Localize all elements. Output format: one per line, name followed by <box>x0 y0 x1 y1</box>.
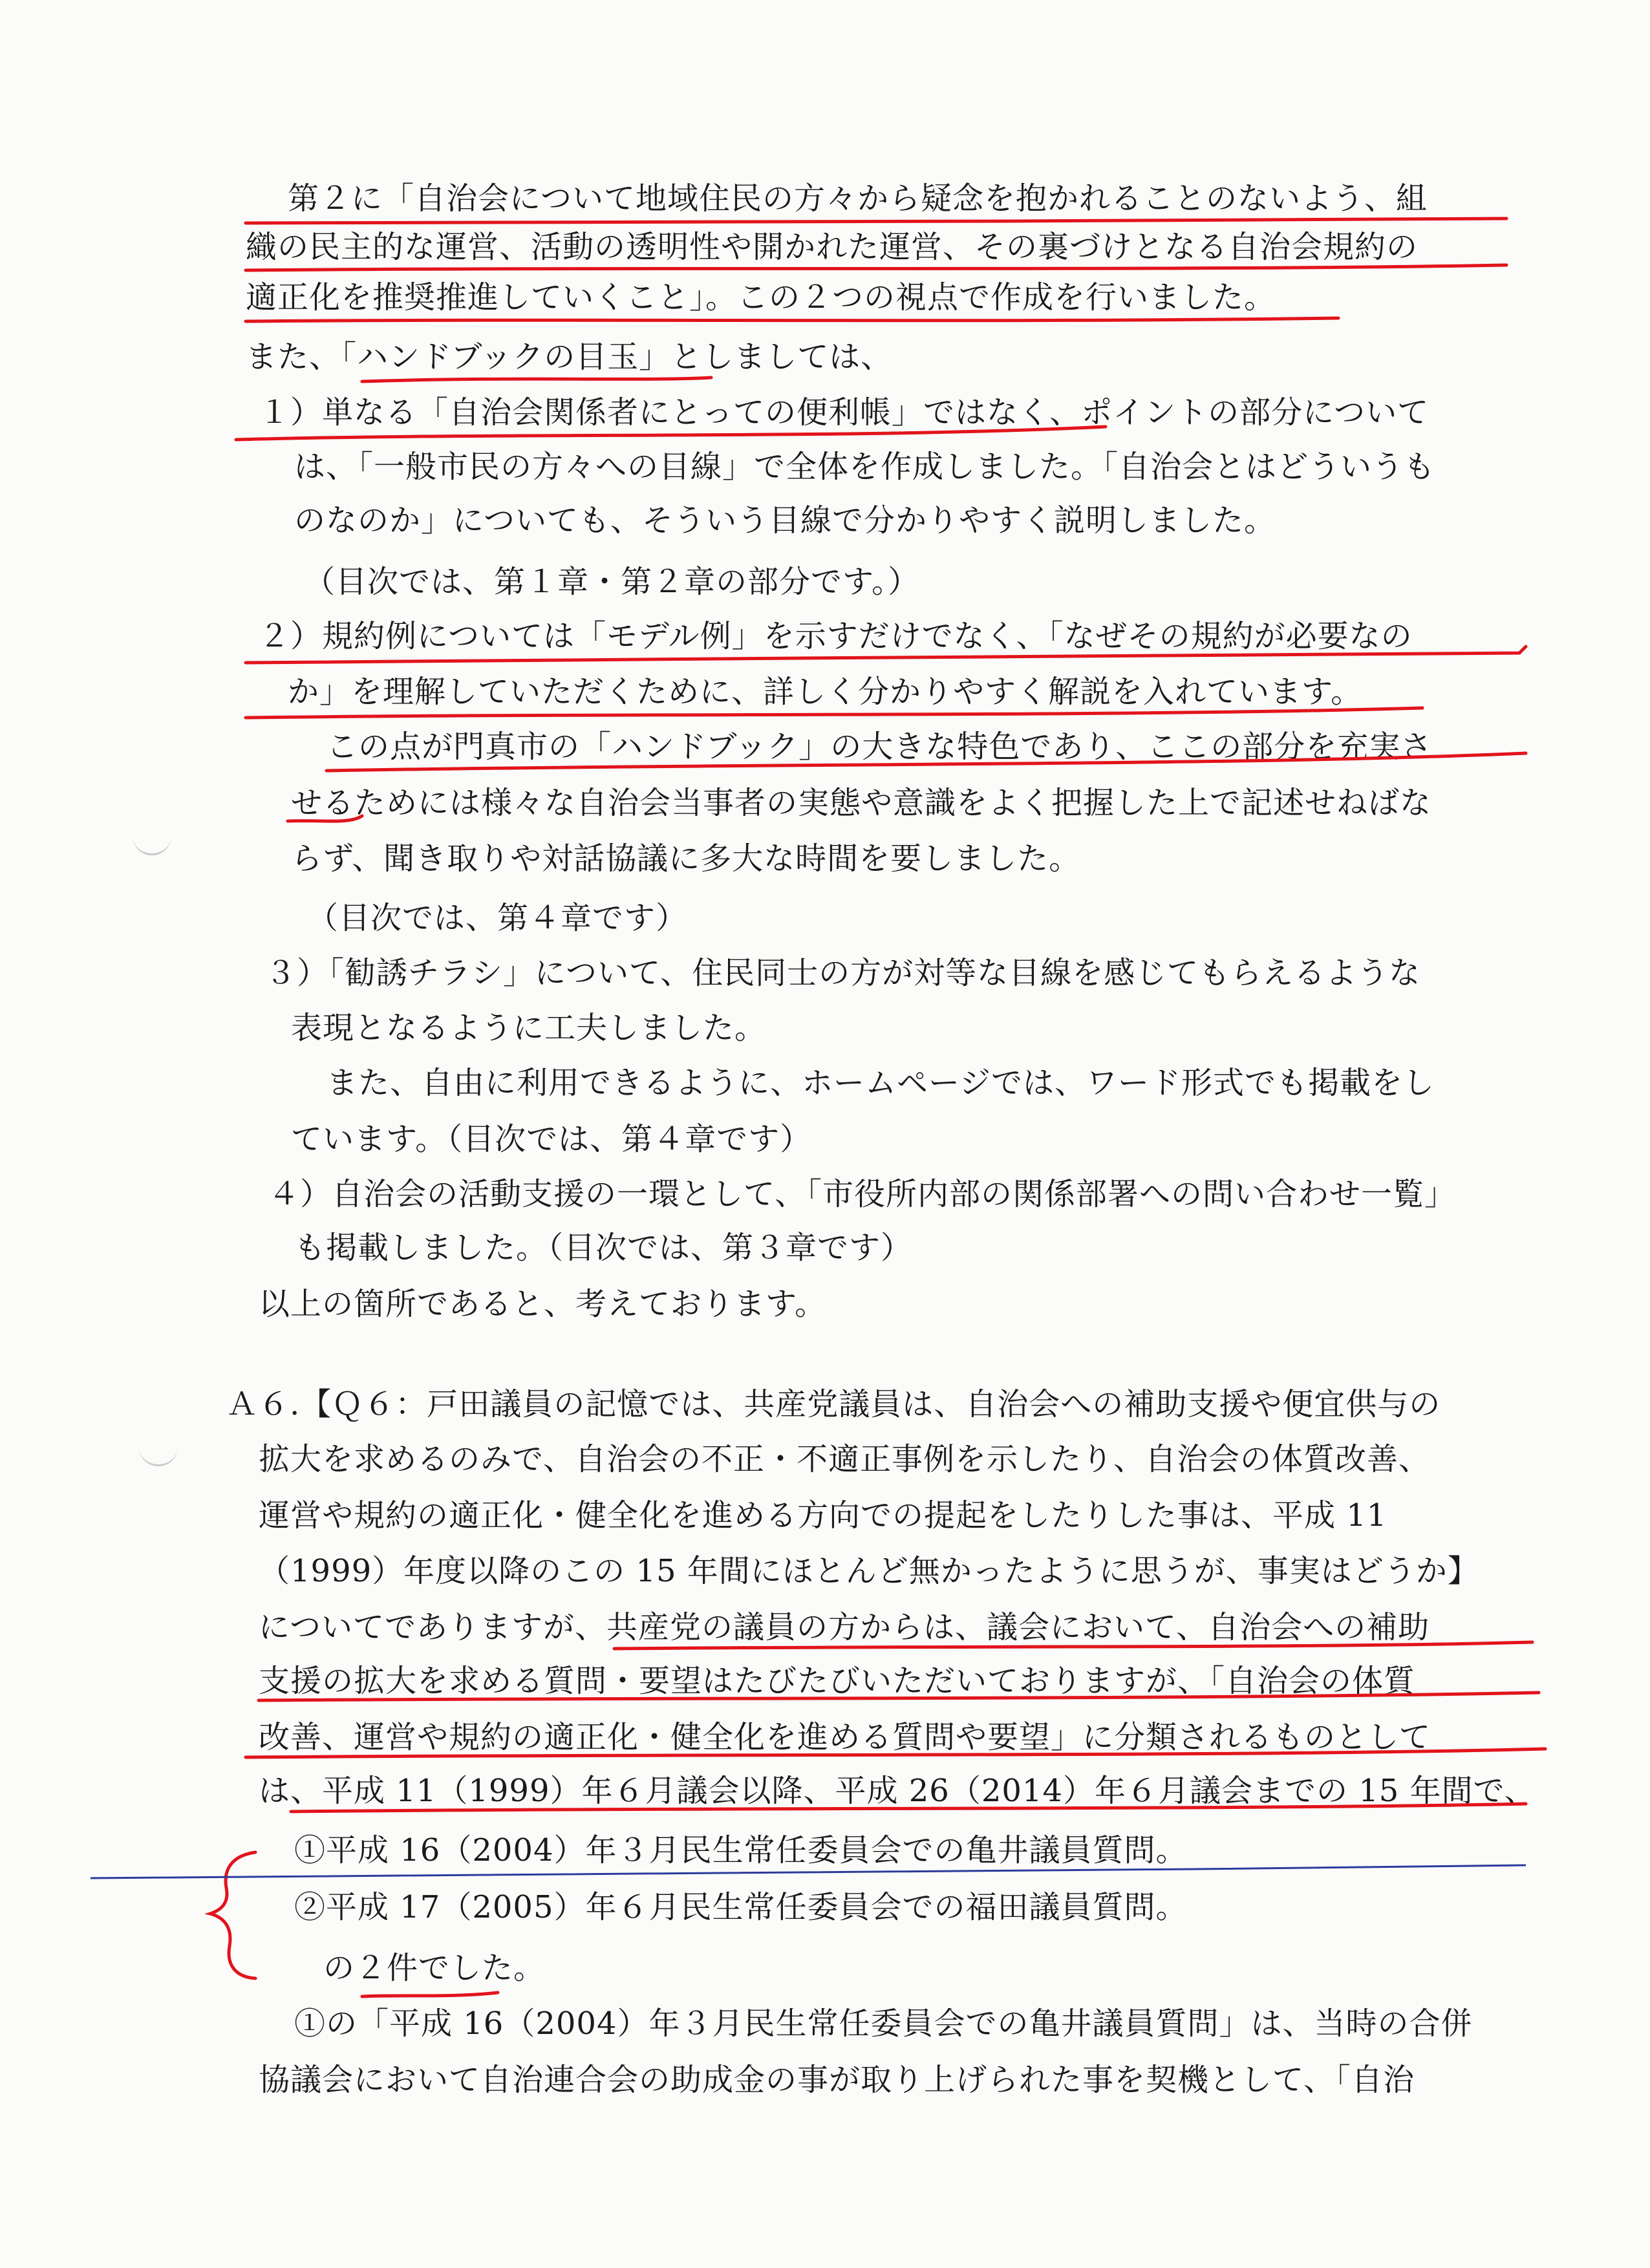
underline-mark <box>246 219 1506 223</box>
text-line: 支援の拡大を求める質問・要望はたびたびいただいておりますが、「自治会の体質 <box>259 1663 1416 1699</box>
text-line: また、「ハンドブックの目玉」としましては、 <box>246 339 893 375</box>
answer-a6-heading: Ａ６.【Ｑ６：戸田議員の記憶では、共産党議員は、自治会への補助支援や便宜供与の <box>226 1386 1441 1422</box>
bracket-mark <box>210 1852 255 1978</box>
closing-line: 以上の箇所であると、考えております。 <box>259 1286 827 1322</box>
text-line: 改善、運営や規約の適正化・健全化を進める質問や要望」に分類されるものとして <box>259 1719 1431 1755</box>
underline-mark <box>362 1993 498 1996</box>
text-line: ています。（目次では、第４章です） <box>291 1121 812 1157</box>
text-line: 拡大を求めるのみで、自治会の不正・不適正事例を示したり、自治会の体質改善、 <box>259 1441 1431 1477</box>
text-line: 織の民主的な運営、活動の透明性や開かれた運営、その裏づけとなる自治会規約の <box>246 229 1419 265</box>
text-line: か」を理解していただくために、詳しく分かりやすく解説を入れています。 <box>288 674 1363 710</box>
text-line: についてでありますが、共産党の議員の方からは、議会において、自治会への補助 <box>259 1609 1430 1645</box>
count-line: の２件でした。 <box>323 1950 546 1986</box>
text-line: らず、聞き取りや対話協議に多大な時間を要しました。 <box>291 840 1081 877</box>
text-line: （目次では、第４章です） <box>307 900 688 936</box>
text-line: （目次では、第１章・第２章の部分です。） <box>304 564 920 600</box>
text-line: 適正化を推奨推進していくこと」。この２つの視点で作成を行いました。 <box>246 279 1276 316</box>
list-item-3: ３）「勧誘チラシ」について、住民同士の方が対等な目線を感じてもらえるような <box>265 955 1421 991</box>
text-line: も掲載しました。（目次では、第３章です） <box>294 1230 913 1266</box>
text-line: は、平成 11（1999）年６月議会以降、平成 26（2014）年６月議会までの 15 年間で、 <box>259 1773 1536 1809</box>
text-line: また、自由に利用できるように、ホームページでは、ワード形式でも掲載をし <box>327 1065 1435 1101</box>
list-item-2: ２）規約例については「モデル例」を示すだけでなく、「なぜその規約が必要なの <box>259 618 1413 654</box>
text-line: 協議会において自治連合会の助成金の事が取り上げられた事を契機として、「自治 <box>259 2062 1415 2098</box>
text-line: （1999）年度以降のこの 15 年間にほとんど無かったように思うが、事実はどうか】 <box>259 1553 1479 1589</box>
text-line: せるためには様々な自治会当事者の実態や意識をよく把握した上で記述せねばな <box>291 785 1432 821</box>
list-item-4: ４）自治会の活動支援の一環として、「市役所内部の関係部署への問い合わせ一覧」 <box>268 1176 1457 1212</box>
list-item-1: １）単なる「自治会関係者にとっての便利帳」ではなく、ポイントの部分について <box>259 394 1430 431</box>
text-line: ①の「平成 16（2004）年３月民生常任委員会での亀井議員質問」は、当時の合併 <box>294 2006 1473 2042</box>
punch-hole-mark <box>133 834 171 855</box>
case-item-1: ①平成 16（2004）年３月民生常任委員会での亀井議員質問。 <box>294 1832 1188 1868</box>
text-line: は、「一般市民の方々への目線」で全体を作成しました。「自治会とはどういうも <box>294 449 1436 485</box>
punch-hole-mark <box>139 1445 178 1466</box>
text-line: 運営や規約の適正化・健全化を進める方向での提起をしたりした事は、平成 11 <box>259 1497 1388 1534</box>
text-line: 表現となるように工夫しました。 <box>291 1010 767 1046</box>
text-line: のなのか」についても、そういう目線で分かりやすく説明しました。 <box>294 502 1276 539</box>
underline-mark <box>246 318 1338 321</box>
underline-mark <box>362 378 711 381</box>
case-item-2: ②平成 17（2005）年６月民生常任委員会での福田議員質問。 <box>294 1889 1188 1925</box>
text-line: この点が門真市の「ハンドブック」の大きな特色であり、ここの部分を充実さ <box>327 729 1433 765</box>
text-line: 第２に「自治会について地域住民の方々から疑念を抱かれることのないよう、組 <box>288 180 1428 217</box>
